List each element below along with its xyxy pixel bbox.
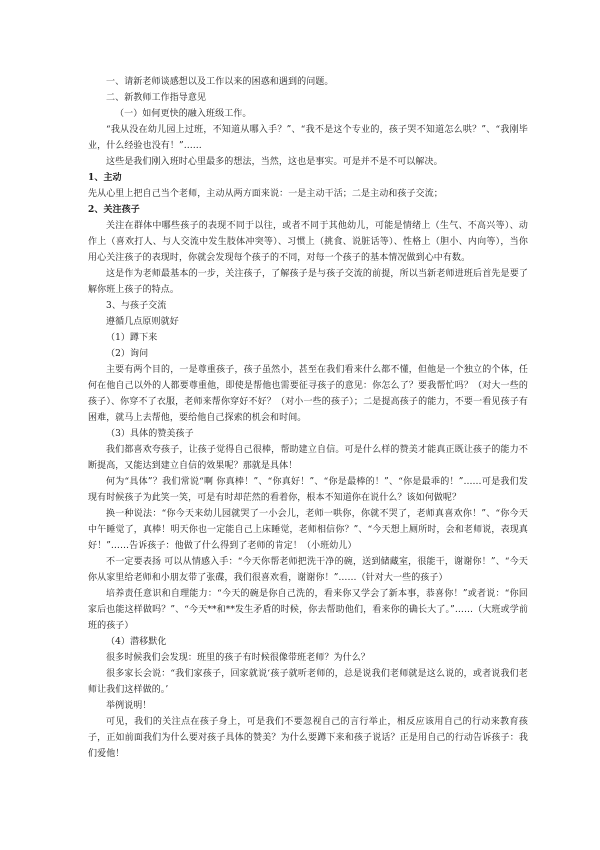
paragraph: 培养责任意识和自理能力：“今天的碗是你自己洗的，看来你又学会了新本事，恭喜你！”或者说：“你回家后也能这样做吗？”、“今天**和**发生矛盾的时候，你去帮助他们，看来你的确长大了。”……（大班或学前班的孩子） xyxy=(88,589,528,631)
paragraph: 这是作为老师最基本的一步，关注孩子，了解孩子是与孩子交流的前提，所以当新老师进班后首先是要了解你班上孩子的特点。 xyxy=(88,269,528,295)
paragraph: 不一定要表扬 可以从情感入手：“今天你帮老师把洗干净的碗，送到储藏室，很能干，谢谢你！”、“今天你从家里给老师和小朋友带了张碟，我们很喜欢看，谢谢你！”……（针对大一些的孩子） xyxy=(88,557,528,583)
point-heading-attention: 2、关注孩子 xyxy=(88,205,140,215)
paragraph: 主要有两个目的，一是尊重孩子，孩子虽然小，甚至在我们看来什么都不懂，但他是一个独立的个体，任何在他自己以外的人都要尊重他，即使是帮他也需要征寻孩子的意见：你怎么了？要我帮忙吗？（对大一些的孩子）、你穿不了衣服，老师来帮你穿好不好？（对小一些的孩子）；二是提高孩子的能力，不要一看见孩子有困难，就马上去帮他，要给他自己探索的机会和时间。 xyxy=(88,365,528,423)
point-heading-communication: 3、与孩子交流 xyxy=(106,301,167,311)
intro-item-1: 一、请新老师谈感想以及工作以来的困惑和遇到的问题。 xyxy=(106,77,334,87)
principle-3: （3）具体的赞美孩子 xyxy=(106,429,194,439)
paragraph: 我们都喜欢夸孩子，让孩子觉得自己很棒，帮助建立自信。可是什么样的赞美才能真正既让孩子的能力不断提高，又能达到建立自信的效果呢？那就是具体！ xyxy=(88,445,528,471)
principle-1: （1）蹲下来 xyxy=(106,333,158,343)
point-heading-initiative: 1、主动 xyxy=(88,173,122,183)
paragraph: 遵循几点原则就好 xyxy=(106,317,179,327)
paragraph: 举例说明！ xyxy=(106,701,152,711)
paragraph: 关注在群体中哪些孩子的表现不同于以往，或者不同于其他幼儿，可能是情绪上（生气、不高兴等）、动作上（喜欢打人、与人交流中发生肢体冲突等）、习惯上（挑食、说脏话等）、性格上（胆小、内向等），当你用心关注孩子的表现时，你就会发现每个孩子的不同，对每一个孩子的基本情况做到心中有数。 xyxy=(88,221,528,263)
paragraph: 换一种说法：“你今天来幼儿园就哭了一小会儿，老师一哄你，你就不哭了，老师真喜欢你！”、“你今天中午睡觉了，真棒！明天你也一定能自己上床睡觉，老师相信你？”、“今天想上厕所时，会和老师说，表现真好！”……告诉孩子：他做了什么得到了老师的肯定！（小班幼儿） xyxy=(88,509,528,551)
paragraph: 这些是我们刚入班时心里最多的想法，当然，这也是事实。可是并不是不可以解决。 xyxy=(106,157,443,167)
subsection-heading-1: （一）如何更快的融入班级工作。 xyxy=(115,109,252,119)
paragraph: 可见，我们的关注点在孩子身上，可是我们不要忽视自己的言行举止，相反应该用自己的行动来教育孩子，正如前面我们为什么要对孩子具体的赞美？为什么要蹲下来和孩子说话？正是用自己的行动告诉孩子：我们爱他！ xyxy=(88,717,528,759)
paragraph: 很多时候我们会发现：班里的孩子有时候很像带班老师？为什么？ xyxy=(106,653,370,663)
principle-2: （2）询问 xyxy=(106,349,149,359)
section-heading-guidance: 二、新教师工作指导意见 xyxy=(106,93,207,103)
principle-4: （4）潜移默化 xyxy=(106,637,167,647)
paragraph: 何为“具体”？我们常说“啊 你真棒！”、“你真好！”、“你是最棒的！”、“你是最乖的！”……可是我们发现有时候孩子为此笑一笑，可是有时却茫然的看着你，根本不知道你在说什么？该如何做呢？ xyxy=(88,477,528,503)
quote-paragraph: “我从没在幼儿园上过班，不知道从哪入手？”、“我不是这个专业的，孩子哭不知道怎么哄？”、“我刚毕业，什么经验也没有！”…… xyxy=(88,125,528,151)
document-body xyxy=(88,74,528,762)
paragraph: 很多家长会说：“我们家孩子，回家就说‘孩子就听老师的，总是说我们老师就是这么说的，或者说我们老师让我们这样做的。’ xyxy=(88,669,528,695)
paragraph: 先从心里上把自己当个老师，主动从两方面来说：一是主动干活；二是主动和孩子交流； xyxy=(88,189,443,199)
